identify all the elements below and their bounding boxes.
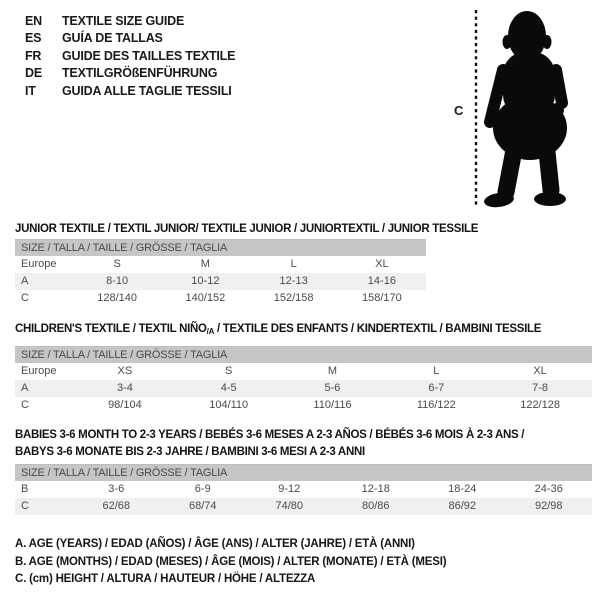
footnote-a: A. AGE (YEARS) / EDAD (AÑOS) / ÂGE (ANS) / ALTER (JAHRE) / ETÀ (ANNI) [15,538,415,550]
size-cell: L [290,258,297,270]
lang-code: FR [25,48,42,63]
lang-code: ES [25,31,42,46]
children-title-part2: / TEXTILE DES ENFANTS / KINDERTEXTIL / BAMBINI TESSILE [214,323,542,335]
row-label-cell: B [21,483,29,495]
height-cell: 86/92 [448,500,477,512]
height-cell: 116/122 [416,399,456,411]
table-row-height [15,397,592,414]
lang-row-en [25,13,235,30]
age-cell: 14-16 [367,275,396,287]
row-label-cell: A [21,275,29,287]
age-cell: 12-13 [279,275,308,287]
height-cell: 122/128 [520,399,560,411]
height-cell: 80/86 [361,500,390,512]
size-cell: S [225,365,233,377]
height-cell: 62/68 [102,500,131,512]
lang-code: IT [25,83,36,98]
lang-code: DE [25,66,42,81]
junior-section-title: JUNIOR TEXTILE / TEXTIL JUNIOR/ TEXTILE JUNIOR / JUNIORTEXTIL / JUNIOR TESSILE [15,223,479,235]
lang-title: GUIDA ALLE TAGLIE TESSILI [62,83,232,98]
language-title-block [25,13,235,100]
lang-code: EN [25,14,42,28]
footnote-b: B. AGE (MONTHS) / EDAD (MESES) / ÂGE (MOIS) / ALTER (MONATE) / ETÀ (MESI) [15,555,447,568]
lang-title: TEXTILE SIZE GUIDE [62,14,185,28]
height-cell: 110/116 [313,399,352,411]
table-row-age [15,380,592,397]
size-header-bar: SIZE / TALLA / TAILLE / GRÖSSE / TAGLIA [15,464,592,481]
age-cell: 6-9 [194,483,211,495]
age-cell: 7-8 [532,382,549,394]
size-cell: S [113,258,121,270]
size-cell: XL [533,365,547,377]
children-size-table [15,346,592,414]
size-cell: M [327,365,338,377]
height-cell: 74/80 [275,500,304,512]
height-cell: 152/158 [273,292,314,304]
age-cell: 3-6 [108,483,125,495]
lang-row-fr [25,48,235,65]
babies-size-table [15,464,592,515]
lang-row-it [25,83,235,100]
row-label-cell: C [21,500,29,512]
size-header-bar: SIZE / TALLA / TAILLE / GRÖSSE / TAGLIA [15,239,426,256]
height-cell: 128/140 [97,292,137,304]
age-cell: 4-5 [220,382,237,394]
table-row-height [15,290,426,307]
table-row-height [15,498,592,515]
height-cell: 104/110 [209,399,249,411]
table-row-europe [15,256,426,273]
height-cell: 158/170 [361,292,402,304]
size-cell: XL [375,258,389,270]
children-section-title [15,321,541,340]
age-cell: 9-12 [278,483,301,495]
age-cell: 6-7 [428,382,445,394]
size-header-bar: SIZE / TALLA / TAILLE / GRÖSSE / TAGLIA [15,346,592,363]
age-cell: 5-6 [324,382,341,394]
table-row-age-months [15,481,592,498]
babies-section-title [15,427,524,461]
lang-row-de [25,65,235,82]
age-cell: 8-10 [106,275,129,287]
height-cell: 98/104 [108,399,142,411]
lang-title: GUIDE DES TAILLES TEXTILE [62,48,236,63]
legend-footnotes [15,536,446,589]
row-label-cell: C [21,399,29,411]
baby-silhouette [483,11,567,209]
row-label-cell: C [21,292,29,304]
children-title-part1: CHILDREN'S TEXTILE / TEXTIL NIÑO [15,323,207,335]
size-cell: M [200,258,210,270]
size-cell: L [433,365,440,377]
height-cell: 140/152 [185,292,226,304]
table-row-europe [15,363,592,380]
baby-figure [440,0,600,215]
footnote-c: C. (cm) HEIGHT / ALTURA / HAUTEUR / HÖHE / ALTEZZA [15,573,316,585]
babies-title-line2: BABYS 3-6 MONATE BIS 2-3 JAHRE / BAMBINI 3-6 MESI A 2-3 ANNI [15,446,365,458]
age-cell: 3-4 [116,382,133,394]
children-title-subscript: /A [206,327,215,336]
size-cell: XS [117,365,133,377]
age-cell: 12-18 [361,483,390,495]
row-label-cell: Europe [21,365,57,377]
junior-size-table [15,239,426,307]
height-cell: 92/98 [534,500,563,512]
row-label-cell: A [21,382,29,394]
table-row-age [15,273,426,290]
age-cell: 24-36 [534,483,563,495]
babies-title-line1: BABIES 3-6 MONTH TO 2-3 YEARS / BEBÉS 3-6 MESES A 2-3 AÑOS / BÉBÉS 3-6 MOIS À 2-3 ANS / [15,429,525,441]
lang-title: GUÍA DE TALLAS [62,31,163,46]
age-cell: 10-12 [191,275,220,287]
height-label: C [454,103,464,118]
lang-row-es [25,30,235,47]
lang-title: TEXTILGRÖßENFÜHRUNG [62,66,218,81]
age-cell: 18-24 [448,483,477,495]
row-label-cell: Europe [21,258,57,270]
height-cell: 68/74 [188,500,217,512]
